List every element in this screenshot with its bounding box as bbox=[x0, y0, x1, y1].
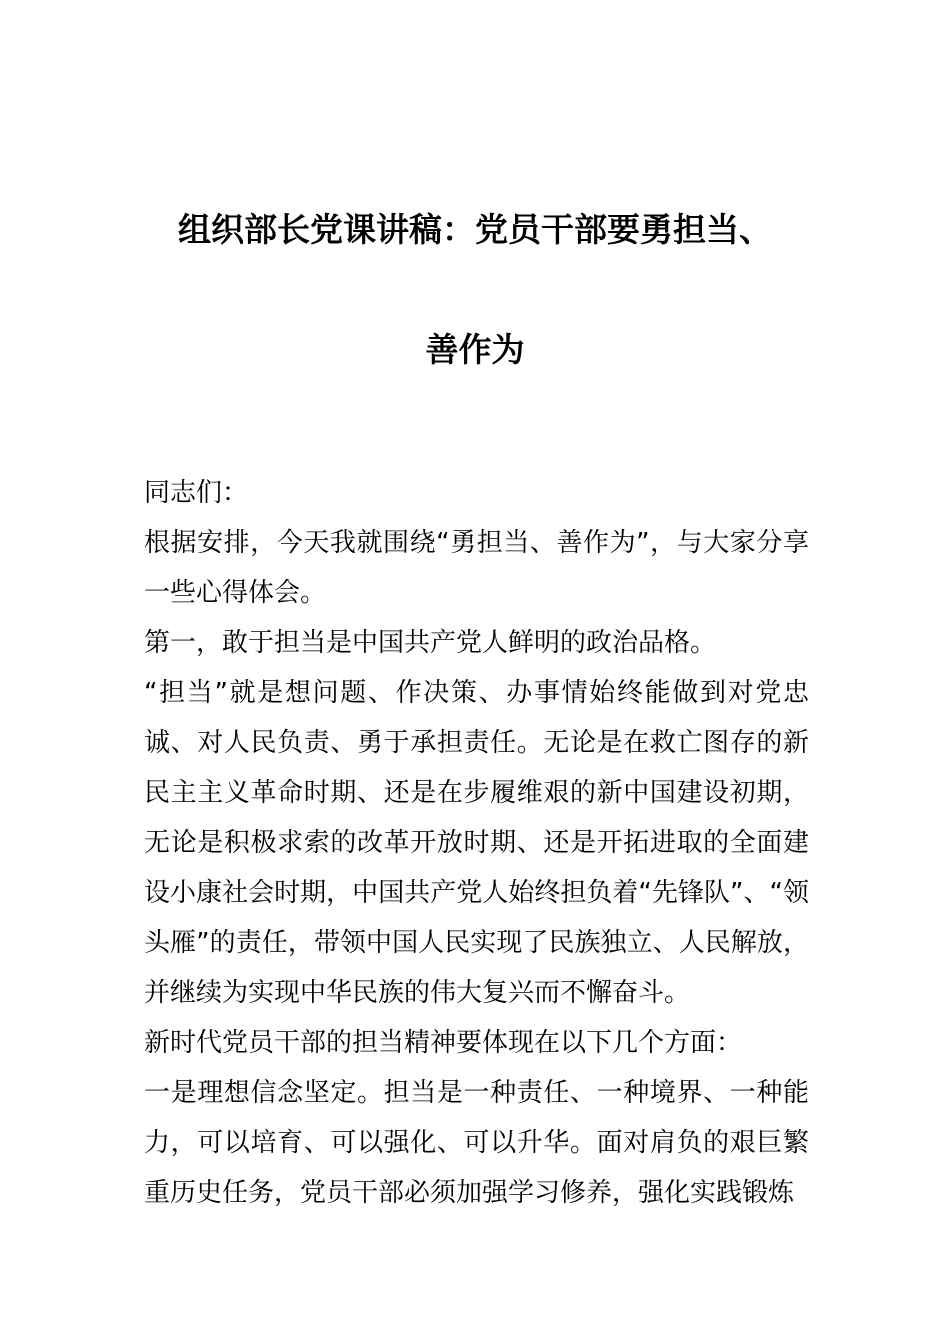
document-title-line-2: 善作为 bbox=[425, 330, 525, 369]
intro-paragraph: 根据安排，今天我就围绕“勇担当、善作为”，与大家分享一些心得体会。 bbox=[144, 528, 809, 608]
body-paragraph: 一是理想信念坚定。担当是一种责任、一种境界、一种能力，可以培育、可以强化、可以升华。面对肩负的艰巨繁重历史任务，党员干部必须加强学习修养，强化实践锻炼 bbox=[144, 1078, 809, 1208]
body-paragraph: 新时代党员干部的担当精神要体现在以下几个方面： bbox=[144, 1028, 743, 1058]
salutation-paragraph: 同志们： bbox=[144, 478, 249, 508]
section-heading-first: 第一，敢于担当是中国共产党人鲜明的政治品格。 bbox=[144, 628, 717, 658]
document-body bbox=[144, 468, 809, 1218]
document-title-line-1: 组织部长党课讲稿：党员干部要勇担当、 bbox=[178, 210, 772, 249]
body-paragraph: “担当”就是想问题、作决策、办事情始终能做到对党忠诚、对人民负责、勇于承担责任。无论是在救亡图存的新民主主义革命时期、还是在步履维艰的新中国建设初期，无论是积极求索的改革开放时期、还是开拓进取的全面建设小康社会时期，中国共产党人始终担负着“先锋队”、“领头雁”的责任，带领中国人民实现了民族独立、人民解放，并继续为实现中华民族的伟大复兴而不懈奋斗。 bbox=[144, 678, 809, 1008]
